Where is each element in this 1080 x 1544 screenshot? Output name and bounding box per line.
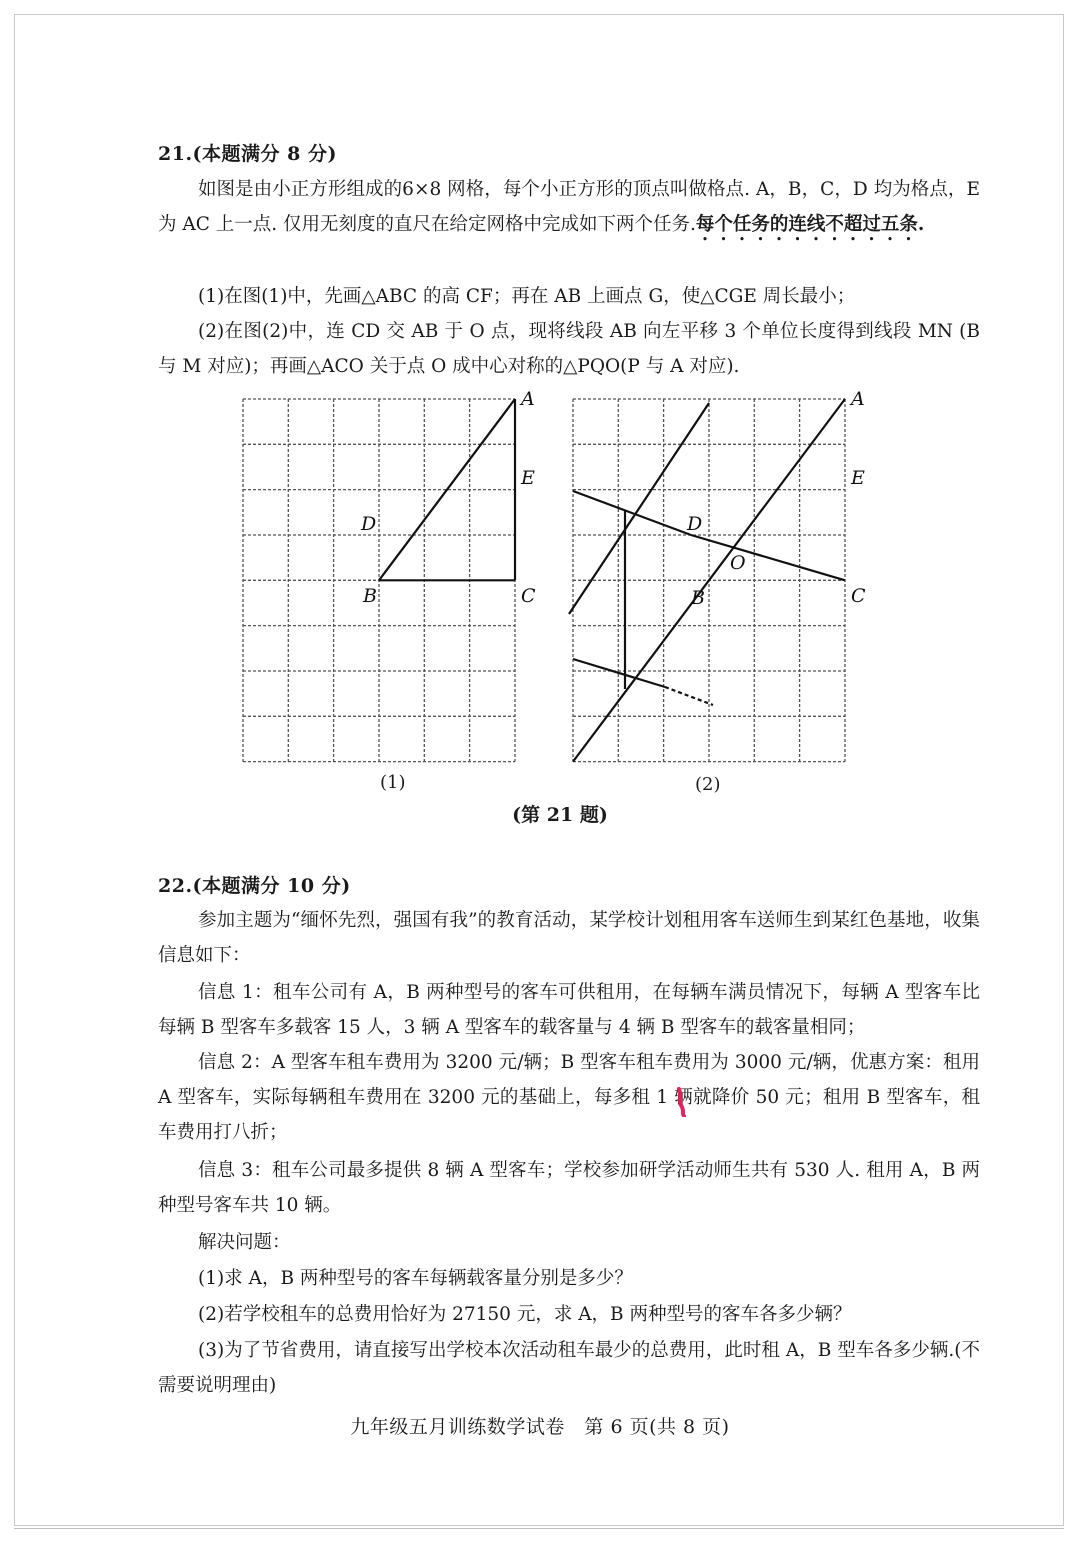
q21-task-1: (1)在图(1)中，先画△ABC 的高 CF；再在 AB 上画点 G，使△CGE 周长最小；: [198, 286, 856, 307]
page-bottom-rule: [14, 1528, 1064, 1529]
fig1-label-d: D: [361, 513, 377, 535]
q21-heading: 21.(本题满分 8 分): [158, 143, 337, 165]
fig2-label-e: E: [851, 467, 865, 489]
fig2-label-a: A: [851, 388, 865, 410]
figure-1-caption: (1): [380, 772, 406, 793]
segment-lower-tail-fig2: [665, 687, 713, 705]
segment-lower-left-fig2: [573, 659, 665, 687]
q22-part-2: (2)若学校租车的总费用恰好为 27150 元，求 A，B 两种型号的客车各多少辆？: [198, 1304, 852, 1325]
q22-info-1: 信息 1：租车公司有 A，B 两种型号的客车可供租用，在每辆车满员情况下，每辆 A 型客车比每辆 B 型客车多载客 15 人，3 辆 A 型客车的载客量与 4 辆 B 型客车的载客量相同；: [158, 982, 980, 1038]
fig1-label-b: B: [363, 585, 377, 607]
q22-info-3: 信息 3：租车公司最多提供 8 辆 A 型客车；学校参加研学活动师生共有 530 人. 租用 A，B 两种型号客车共 10 辆。: [158, 1160, 980, 1216]
fig1-label-a: A: [521, 388, 535, 410]
q21-intro: [158, 172, 980, 245]
page-footer: 九年级五月训练数学试卷 第 6 页(共 8 页): [350, 1416, 730, 1438]
q21-figure-title: (第 21 题): [512, 804, 608, 826]
segment-mn-fig2: [569, 403, 709, 614]
figure-1: [243, 388, 536, 762]
figure-2: [569, 388, 866, 762]
fig1-label-e: E: [521, 467, 535, 489]
q22-part-1: (1)求 A，B 两种型号的客车每辆载客量分别是多少？: [198, 1268, 633, 1289]
q21-intro-emphasis: 每个任务的连线不超过五条.: [695, 214, 925, 235]
red-pen-mark: [676, 1087, 686, 1117]
q22-part-3: (3)为了节省费用，请直接写出学校本次活动租车最少的总费用，此时租 A，B 型车各多少辆.(不需要说明理由): [158, 1340, 980, 1396]
figure-2-caption: (2): [695, 774, 721, 795]
q21-task-2: (2)在图(2)中，连 CD 交 AB 于 O 点，现将线段 AB 向左平移 3 个单位长度得到线段 MN (B 与 M 对应)；再画△ACO 关于点 O 成中心对称的△PQO(P 与 A 对应).: [158, 321, 980, 377]
q22-intro: 参加主题为“缅怀先烈，强国有我”的教育活动，某学校计划租用客车送师生到某红色基地，收集信息如下：: [158, 910, 980, 966]
fig2-label-c: C: [851, 585, 866, 607]
q21-figures: [225, 385, 885, 785]
fig2-label-d: D: [687, 513, 703, 535]
q22-heading: 22.(本题满分 10 分): [158, 875, 351, 897]
q22-solve-label: 解决问题：: [198, 1232, 291, 1253]
segment-cross-upper-fig2: [573, 491, 691, 535]
fig1-label-c: C: [521, 585, 536, 607]
fig2-label-o: O: [730, 552, 746, 574]
fig2-label-b: B: [691, 587, 705, 609]
q21-intro-text: 如图是由小正方形组成的6×8 网格，每个小正方形的顶点叫做格点. A，B，C，D 均为格点，E 为 AC 上一点. 仅用无刻度的直尺在给定网格中完成如下两个任务.: [158, 179, 980, 235]
q22-info-2: 信息 2：A 型客车租车费用为 3200 元/辆；B 型客车租车费用为 3000 元/辆，优惠方案：租用 A 型客车，实际每辆租车费用在 3200 元的基础上，每多租 1 辆就降价 50 元；租用 B 型客车，租车费用打八折；: [158, 1052, 980, 1143]
